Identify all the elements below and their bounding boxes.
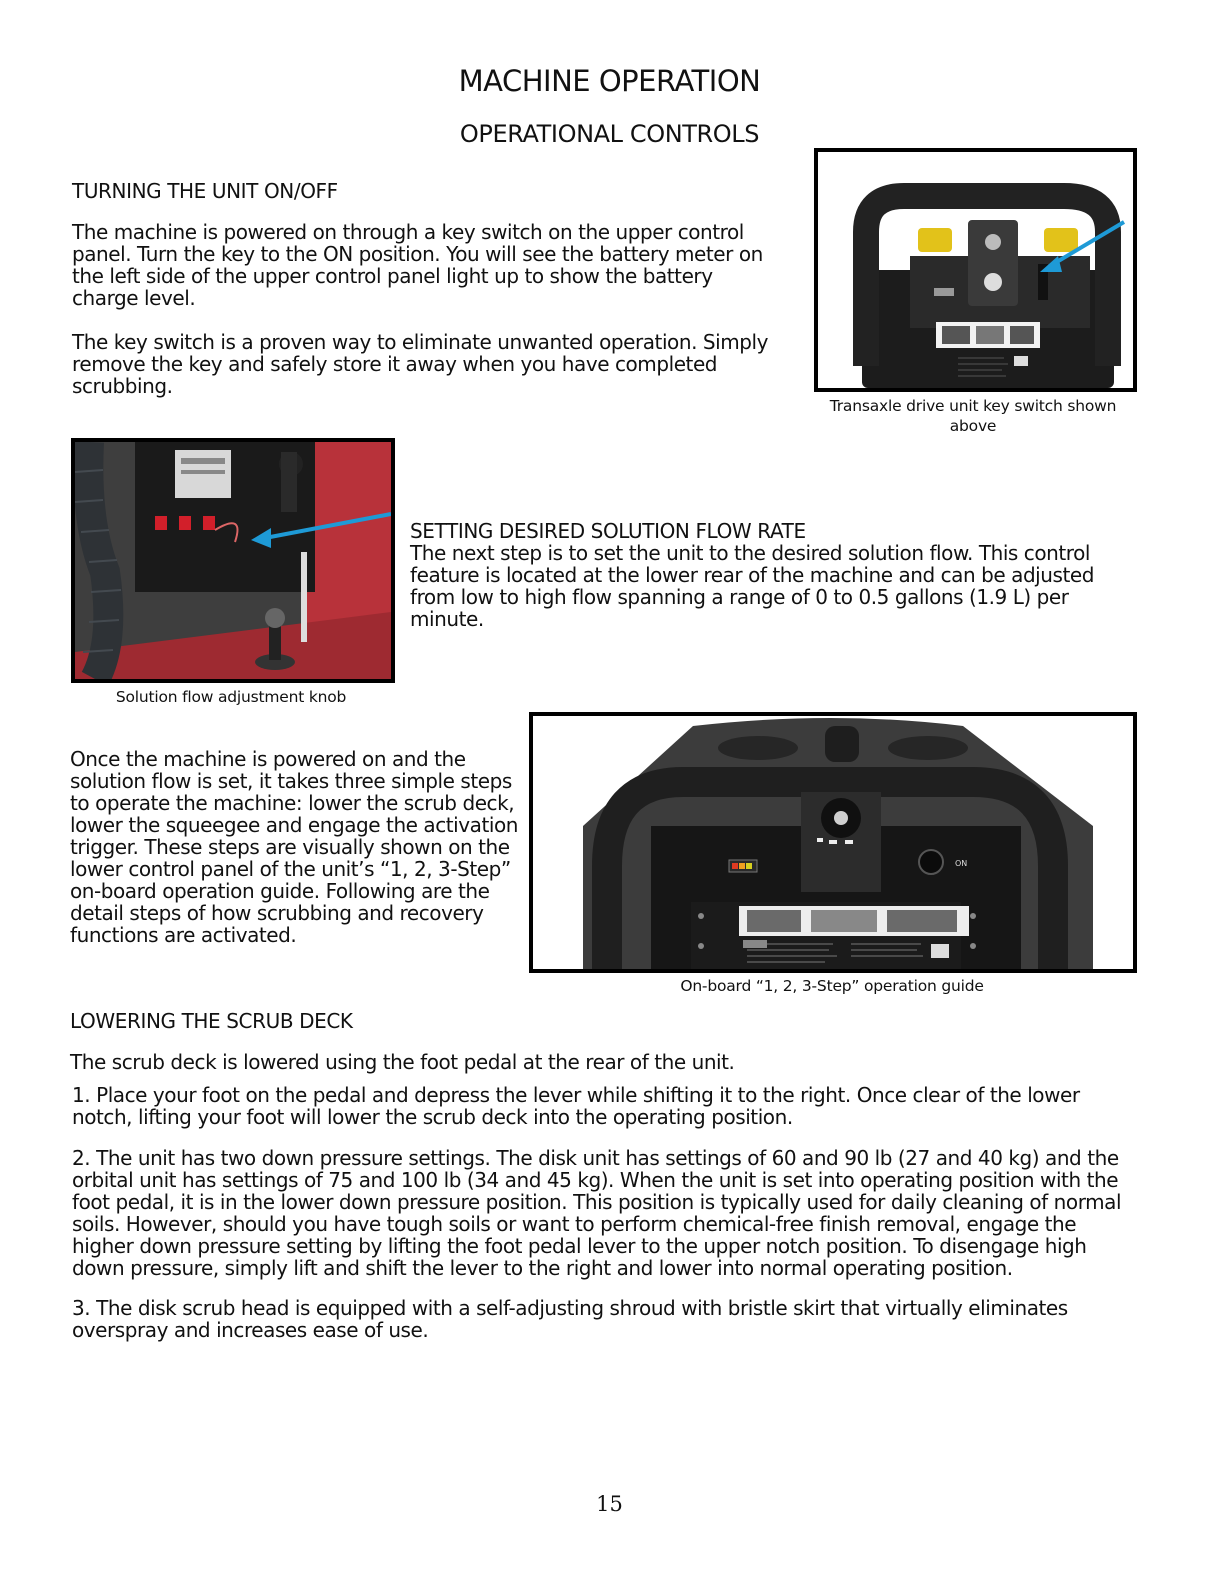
on-label: ON	[955, 859, 968, 868]
page-number: 15	[596, 1492, 623, 1516]
operation-guide-caption: On-board “1, 2, 3-Step” operation guide	[680, 977, 984, 995]
three-steps-paragraph: Once the machine is powered on and the solution flow is set, it takes three simple steps to operate the machine: lower the scrub deck, lower the squeegee and engage the activation trigger. These steps are visually shown on the lower control panel of the unit’s “1, 2, 3-Step” on-board operation guide. Following are the detail steps of how scrubbing and recovery functions are activated.	[70, 747, 518, 947]
flow-knob-caption: Solution flow adjustment knob	[115, 688, 347, 706]
scrub-deck-intro: The scrub deck is lowered using the foot pedal at the rear of the unit.	[70, 1050, 735, 1074]
solution-flow-paragraph: The next step is to set the unit to the desired solution flow. This control feature is located at the lower rear of the machine and can be adjusted from low to high flow spanning a range of 0 to 0.5 gallons (1.9 L) per minute.	[410, 541, 1094, 631]
scrub-deck-step-1: 1. Place your foot on the pedal and depress the lever while shifting it to the right. Once clear of the lower notch, lifting your foot will lower the scrub deck into the operating position.	[72, 1083, 1080, 1129]
section-heading-solution-flow: SETTING DESIRED SOLUTION FLOW RATE	[410, 519, 806, 543]
scrub-deck-step-2: 2. The unit has two down pressure settings. The disk unit has settings of 60 and 90 lb (27 and 40 kg) and the orbital unit has settings of 75 and 100 lb (34 and 45 kg). When the unit is set into operating position with the foot pedal, it is in the lower down pressure position. This position is typically used for daily cleaning of normal soils. However, should you have tough soils or want to perform chemical-free finish removal, engage the higher down pressure setting by lifting the foot pedal lever to the upper notch position. To disengage high down pressure, simply lift and shift the lever to the right and lower into normal operating position.	[72, 1146, 1122, 1280]
scrub-deck-step-3: 3. The disk scrub head is equipped with a self-adjusting shroud with bristle skirt that virtually eliminates overspray and increases ease of use.	[72, 1296, 1068, 1342]
key-switch-photo	[814, 148, 1137, 392]
section-heading-scrub-deck: LOWERING THE SCRUB DECK	[70, 1009, 353, 1033]
flow-knob-photo	[71, 438, 395, 683]
operation-guide-photo	[529, 712, 1137, 973]
page-title: MACHINE OPERATION	[458, 64, 761, 98]
page-subtitle: OPERATIONAL CONTROLS	[459, 120, 760, 148]
section-heading-turning-on-off: TURNING THE UNIT ON/OFF	[72, 179, 338, 203]
key-switch-caption: Transaxle drive unit key switch shown above	[829, 397, 1117, 435]
turning-on-off-paragraph-1: The machine is powered on through a key switch on the upper control panel. Turn the key to the ON position. You will see the battery meter on the left side of the upper control panel light up to show the battery charge level.	[72, 220, 763, 310]
turning-on-off-paragraph-2: The key switch is a proven way to eliminate unwanted operation. Simply remove the key and safely store it away when you have completed scrubbing.	[72, 330, 769, 398]
